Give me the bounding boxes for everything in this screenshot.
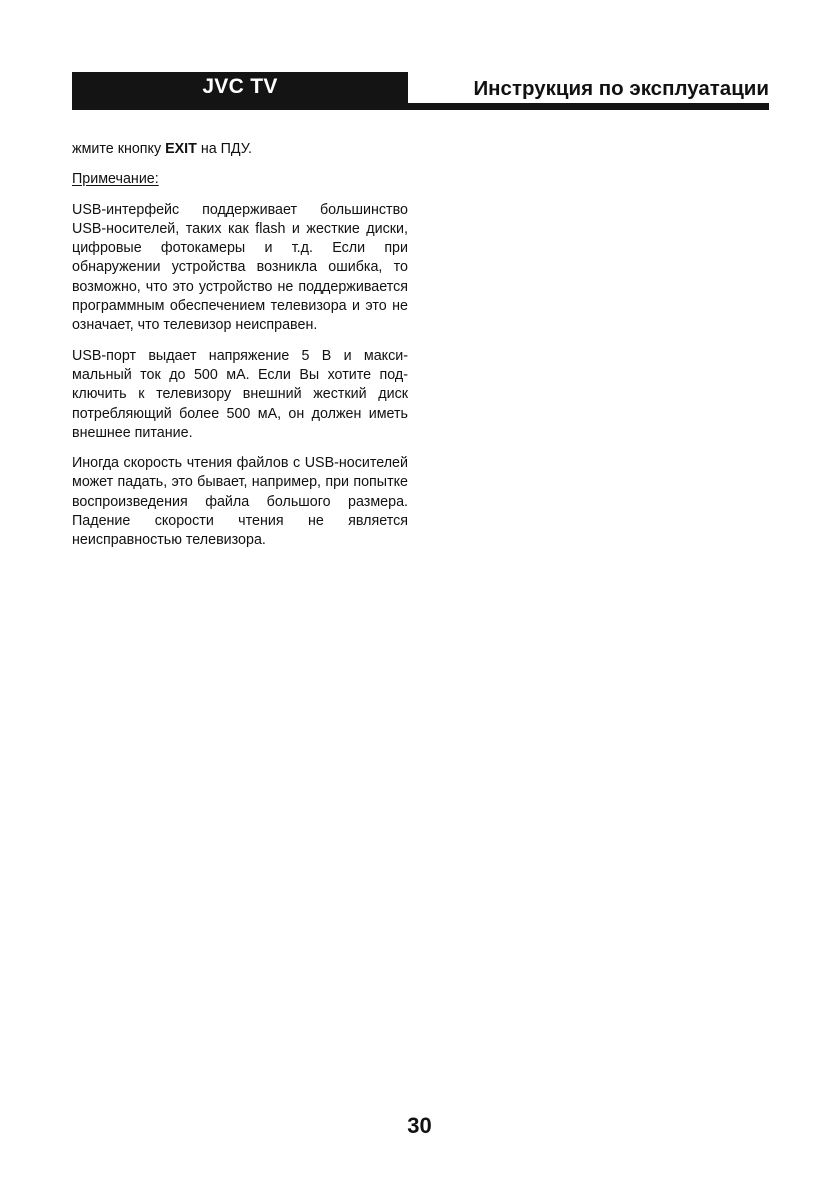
document-title: Инструкция по эксплуатации [473,77,769,100]
paragraph-read-speed: Иногда скорость чтения файлов с USB-носителей может падать, это бывает, например, при попытке воспроизведения файла большого размера. Падение скорости чтения не является неисправностью телевизора. [72,455,408,549]
intro-text-before: жмите кнопку [72,141,166,157]
note-heading: Примечание: [72,171,159,188]
page-number: 30 [407,1113,432,1138]
page-header [72,72,769,110]
note-heading-line [72,170,408,189]
main-text-column [72,140,408,562]
paragraph-usb-power: USB-порт выдает напряжение 5 В и максимальный ток до 500 мА. Если Вы хотите подключить к телевизору внешний жесткий диск потребляющий более 500 мА, он должен иметь внешнее питание. [72,347,408,441]
exit-key-label: EXIT [165,141,197,157]
paragraph-usb-compatibility: USB-интерфейс поддерживает большинство USB-носителей, таких как flash и жесткие диски, цифровые фотокамеры и т.д. Если при обнаружении устройства возникла ошибка, то возможно, что это устройство не поддерживается программным обеспечением телевизора и это не означает, что телевизор неисправен. [72,201,408,334]
intro-text-after: на ПДУ. [196,141,252,157]
intro-line [72,140,408,159]
brand-name: JVC TV [202,75,278,98]
header-rule [408,103,769,110]
